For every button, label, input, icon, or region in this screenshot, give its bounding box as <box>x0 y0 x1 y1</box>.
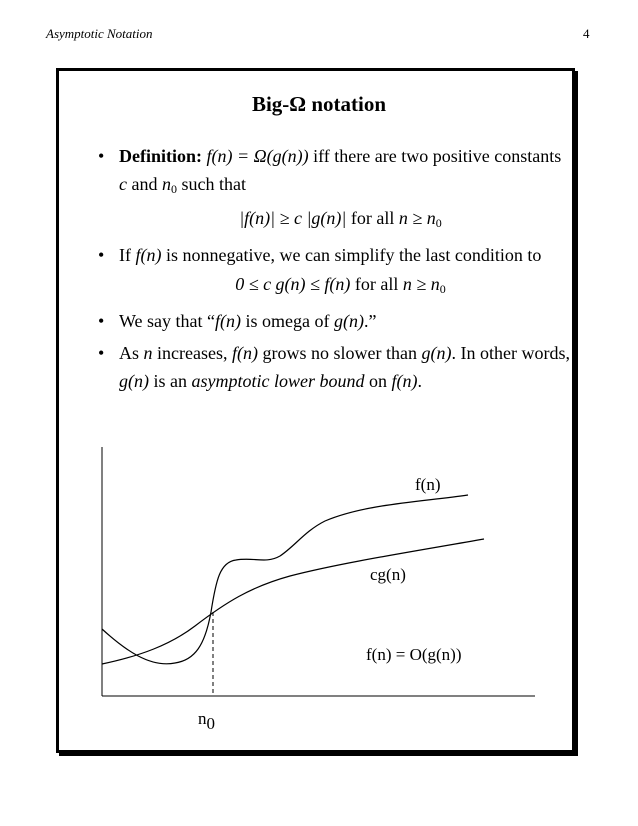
constant-n0-subscript: 0 <box>171 182 177 196</box>
bullet-dot: • <box>98 146 105 166</box>
lb-gn: g(n) <box>421 343 452 363</box>
display-for-all: for all <box>346 208 399 228</box>
relation-label: f(n) = O(g(n)) <box>366 645 462 664</box>
slide-title: Big-Ω notation <box>251 92 387 116</box>
display-condition-subscript: 0 <box>435 216 442 230</box>
lb-text-7: . <box>417 371 422 391</box>
constant-c: c <box>119 174 127 194</box>
definition-text: iff there are two positive constants <box>308 146 562 166</box>
lb-text-4: . In other words, <box>451 343 570 363</box>
lb-text-1: As <box>119 343 144 363</box>
nonneg-text: If <box>119 245 136 265</box>
bullet-dot: • <box>98 245 105 265</box>
display-inequality: 0 ≤ c g(n) ≤ f(n) <box>235 274 351 294</box>
definition-text-end: such that <box>177 174 246 194</box>
omega-text-mid: is omega of <box>241 311 334 331</box>
n0-label-n: n <box>198 709 207 728</box>
nonneg-text-end: is nonnegative, we can simplify the last condition to <box>161 245 542 265</box>
n0-label <box>198 709 215 733</box>
bullet-dot: • <box>98 343 105 363</box>
nonneg-fn: f(n) <box>135 245 162 265</box>
constant-n0: n <box>162 174 171 194</box>
display-condition: n ≥ n <box>402 274 440 294</box>
display-for-all: for all <box>350 274 403 294</box>
lb-text-3: grows no slower than <box>257 343 422 363</box>
display-condition: n ≥ n <box>398 208 436 228</box>
display-inequality: |f(n)| ≥ c |g(n)| <box>239 208 347 228</box>
definition-lhs: f(n) = Ω(g(n)) <box>206 146 309 166</box>
lb-text-6: on <box>364 371 392 391</box>
display-condition-subscript: 0 <box>439 282 446 296</box>
definition-and: and <box>127 174 162 194</box>
f-curve-label: f(n) <box>415 475 441 494</box>
lb-fn-2: f(n) <box>391 371 418 391</box>
lb-fn: f(n) <box>231 343 258 363</box>
omega-fn: f(n) <box>215 311 242 331</box>
omega-text: We say that “ <box>119 311 216 331</box>
omega-text-end: .” <box>364 311 377 331</box>
lb-emphasis: asymptotic lower bound <box>191 371 365 391</box>
n0-label-subscript: 0 <box>206 714 215 733</box>
cg-curve-label: cg(n) <box>370 565 406 584</box>
lb-n: n <box>143 343 153 363</box>
lb-text-5: is an <box>149 371 192 391</box>
lb-gn-2: g(n) <box>119 371 149 391</box>
f-curve <box>102 495 468 664</box>
omega-gn: g(n) <box>334 311 364 331</box>
running-head: Asymptotic Notation <box>46 26 153 41</box>
lb-text-2: increases, <box>152 343 232 363</box>
definition-label: Definition: <box>119 146 202 166</box>
bullet-dot: • <box>98 311 105 331</box>
page-number: 4 <box>583 26 590 41</box>
